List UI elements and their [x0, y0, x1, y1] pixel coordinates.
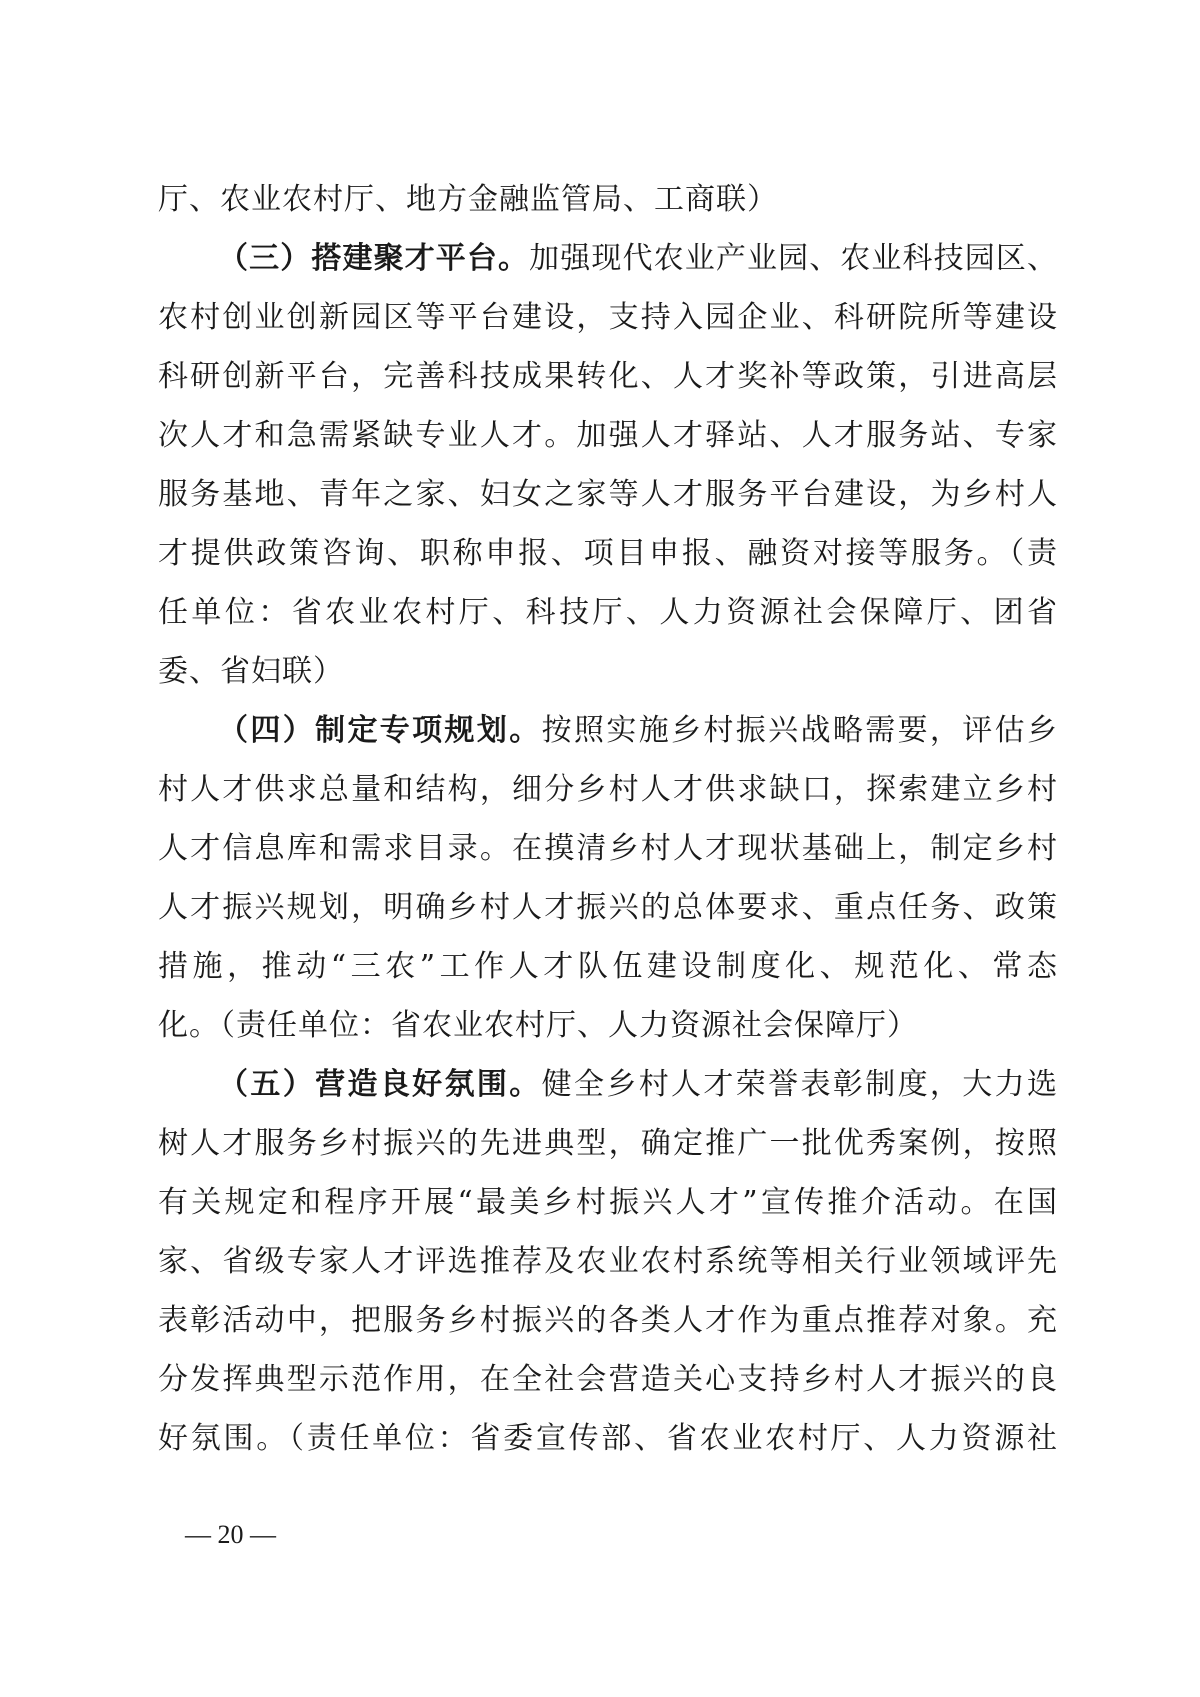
line-text: 好氛围。（责任单位：省委宣传部、省农业农村厅、人力资源社 — [158, 1421, 1058, 1456]
text-line — [158, 819, 1058, 879]
text-line — [158, 347, 1058, 407]
line-text: 农村创业创新园区等平台建设，支持入园企业、科研院所等建设 — [158, 300, 1058, 335]
line-text: 次人才和急需紧缺专业人才。加强人才驿站、人才服务站、专家 — [158, 418, 1058, 453]
line-text: 加强现代农业产业园、农业科技园区、 — [529, 241, 1059, 276]
section-heading: （五）营造良好氛围。 — [218, 1067, 542, 1102]
text-line — [158, 1291, 1058, 1351]
text-line — [158, 406, 1058, 466]
line-text: 家、省级专家人才评选推荐及农业农村系统等相关行业领域评先 — [158, 1244, 1058, 1279]
text-line — [158, 642, 1058, 702]
line-text: 措施，推动“三农”工作人才队伍建设制度化、规范化、常态 — [158, 949, 1058, 984]
line-text: 化。（责任单位：省农业农村厅、人力资源社会保障厅） — [158, 1008, 918, 1043]
text-line — [158, 760, 1058, 820]
line-text: 有关规定和程序开展“最美乡村振兴人才”宣传推介活动。在国 — [158, 1185, 1058, 1220]
section-heading: （四）制定专项规划。 — [218, 713, 542, 748]
section-heading-line — [218, 1055, 1058, 1115]
text-line — [158, 465, 1058, 525]
section-heading-line — [218, 701, 1058, 761]
line-text: 才提供政策咨询、职称申报、项目申报、融资对接等服务。（责 — [158, 536, 1058, 571]
text-line — [158, 996, 1058, 1056]
line-text: 人才振兴规划，明确乡村人才振兴的总体要求、重点任务、政策 — [158, 890, 1058, 925]
line-text: 任单位：省农业农村厅、科技厅、人力资源社会保障厅、团省 — [158, 595, 1058, 630]
text-line — [158, 288, 1058, 348]
section-heading-line — [218, 229, 1058, 289]
line-text: 按照实施乡村振兴战略需要，评估乡 — [541, 713, 1059, 748]
text-line — [158, 1173, 1058, 1233]
page-number: — 20 — — [185, 1520, 276, 1549]
line-text: 人才信息库和需求目录。在摸清乡村人才现状基础上，制定乡村 — [158, 831, 1058, 866]
section-heading: （三）搭建聚才平台。 — [218, 241, 530, 276]
text-line — [158, 583, 1058, 643]
line-text: 委、省妇联） — [158, 654, 344, 689]
line-text: 健全乡村人才荣誉表彰制度，大力选 — [541, 1067, 1059, 1102]
text-line — [158, 524, 1058, 584]
line-text: 厅、农业农村厅、地方金融监管局、工商联） — [158, 182, 778, 217]
text-line — [158, 937, 1058, 997]
text-line — [158, 878, 1058, 938]
line-text: 村人才供求总量和结构，细分乡村人才供求缺口，探索建立乡村 — [158, 772, 1058, 807]
text-line — [158, 1114, 1058, 1174]
line-text: 树人才服务乡村振兴的先进典型，确定推广一批优秀案例，按照 — [158, 1126, 1058, 1161]
text-line — [158, 170, 1058, 230]
text-line — [158, 1350, 1058, 1410]
text-line — [158, 1409, 1058, 1469]
line-text: 服务基地、青年之家、妇女之家等人才服务平台建设，为乡村人 — [158, 477, 1058, 512]
line-text: 表彰活动中，把服务乡村振兴的各类人才作为重点推荐对象。充 — [158, 1303, 1058, 1338]
line-text: 科研创新平台，完善科技成果转化、人才奖补等政策，引进高层 — [158, 359, 1058, 394]
line-text: 分发挥典型示范作用，在全社会营造关心支持乡村人才振兴的良 — [158, 1362, 1058, 1397]
text-line — [158, 1232, 1058, 1292]
